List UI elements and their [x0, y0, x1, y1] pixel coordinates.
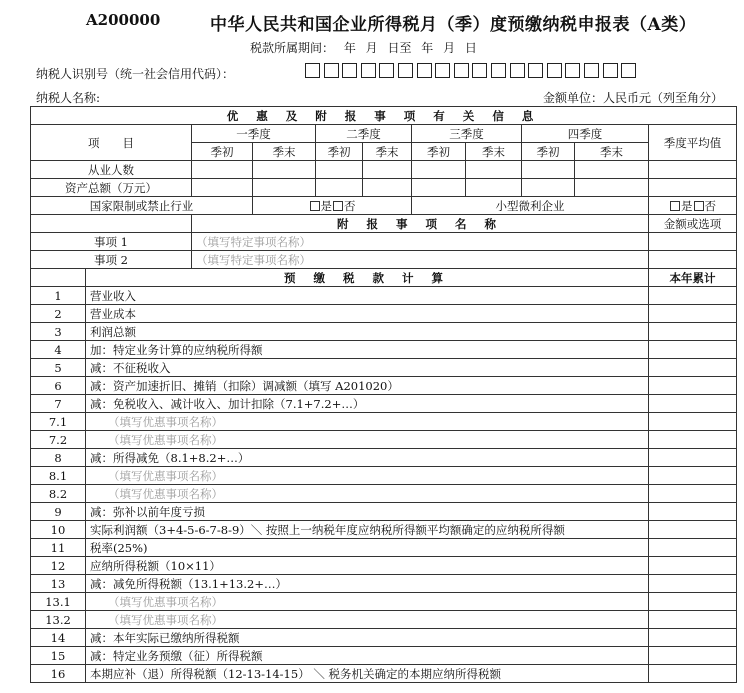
- ytd-value-cell[interactable]: [649, 665, 737, 683]
- row-label: 实际利润额（3+4-5-6-7-8-9）＼ 按照上一纳税年度应纳税所得额平均额确定的应纳税所得额: [86, 521, 649, 539]
- id-digit-box[interactable]: [510, 63, 525, 78]
- info-section-title: 优 惠 及 附 报 事 项 有 关 信 息: [31, 107, 737, 125]
- calc-row: [31, 557, 737, 575]
- ytd-value-cell[interactable]: [649, 341, 737, 359]
- checkbox-icon[interactable]: [333, 201, 343, 211]
- id-digit-box[interactable]: [361, 63, 376, 78]
- industry-row: [31, 197, 737, 215]
- ytd-header: 本年累计: [649, 269, 737, 287]
- checkbox-icon[interactable]: [670, 201, 680, 211]
- row-number: 1: [31, 287, 86, 305]
- tax-period: 税款所属期间： 年 月 日至 年 月 日: [250, 41, 477, 55]
- calc-row: [31, 413, 737, 431]
- taxpayer-id-boxes[interactable]: [305, 63, 640, 78]
- ytd-value-cell[interactable]: [649, 575, 737, 593]
- ytd-value-cell[interactable]: [649, 431, 737, 449]
- row-number: 8: [31, 449, 86, 467]
- report-item-label: 事项 1: [31, 233, 192, 251]
- calc-row: [31, 341, 737, 359]
- calc-row: [31, 377, 737, 395]
- input-cell[interactable]: [363, 179, 412, 197]
- input-cell[interactable]: [412, 161, 466, 179]
- ytd-value-cell[interactable]: [649, 557, 737, 575]
- preference-item-name[interactable]: （填写优惠事项名称）: [86, 485, 649, 503]
- row-number: 8.1: [31, 467, 86, 485]
- row-label: 减：弥补以前年度亏损: [86, 503, 649, 521]
- preference-item-name[interactable]: （填写优惠事项名称）: [86, 413, 649, 431]
- ytd-value-cell[interactable]: [649, 377, 737, 395]
- id-digit-box[interactable]: [603, 63, 618, 78]
- ytd-value-cell[interactable]: [649, 413, 737, 431]
- row-number: 14: [31, 629, 86, 647]
- amount-header: 金额或选项: [649, 215, 737, 233]
- id-digit-box[interactable]: [528, 63, 543, 78]
- preference-item-name[interactable]: （填写优惠事项名称）: [86, 431, 649, 449]
- row-label: 减：本年实际已缴纳所得税额: [86, 629, 649, 647]
- calc-section-title: 预 缴 税 款 计 算: [86, 269, 649, 287]
- input-cell[interactable]: [192, 161, 253, 179]
- checkbox-icon[interactable]: [694, 201, 704, 211]
- small-micro-label: 小型微利企业: [412, 197, 649, 215]
- report-item-label: 事项 2: [31, 251, 192, 269]
- input-cell[interactable]: [575, 179, 649, 197]
- input-cell[interactable]: [253, 161, 316, 179]
- restricted-industry-choice[interactable]: [253, 197, 412, 215]
- row-number: 10: [31, 521, 86, 539]
- ytd-value-cell[interactable]: [649, 359, 737, 377]
- yes-label: 是: [681, 198, 693, 213]
- calc-row: [31, 629, 737, 647]
- row-label: 减：资产加速折旧、摊销（扣除）调减额（填写 A201020）: [86, 377, 649, 395]
- row-label: 减：减免所得税额（13.1+13.2+…）: [86, 575, 649, 593]
- total-assets-row: [31, 179, 737, 197]
- blank-cell: [31, 269, 86, 287]
- calc-row: [31, 539, 737, 557]
- id-digit-box[interactable]: [305, 63, 320, 78]
- row-number: 15: [31, 647, 86, 665]
- id-digit-box[interactable]: [472, 63, 487, 78]
- item-header: 项 目: [31, 125, 192, 161]
- input-cell[interactable]: [522, 161, 575, 179]
- declaration-table: [30, 106, 737, 683]
- ytd-value-cell[interactable]: [649, 611, 737, 629]
- id-digit-box[interactable]: [324, 63, 339, 78]
- row-label: 税率(25%): [86, 539, 649, 557]
- row-number: 7: [31, 395, 86, 413]
- calc-row: [31, 575, 737, 593]
- q1-end-header: 季末: [253, 143, 316, 161]
- employees-label: 从业人数: [31, 161, 192, 179]
- yes-label: 是: [320, 198, 332, 213]
- calc-row: [31, 359, 737, 377]
- calc-row: [31, 647, 737, 665]
- checkbox-icon[interactable]: [310, 201, 320, 211]
- input-cell[interactable]: [649, 161, 737, 179]
- currency-unit: 金额单位：人民币元（列至角分）: [543, 91, 724, 105]
- report-item-row: [31, 233, 737, 251]
- input-cell[interactable]: [412, 179, 466, 197]
- quarter-4-header: 四季度: [522, 125, 649, 143]
- id-digit-box[interactable]: [547, 63, 562, 78]
- taxpayer-id-label: 纳税人识别号（统一社会信用代码）：: [36, 67, 235, 81]
- id-digit-box[interactable]: [417, 63, 432, 78]
- calc-row: [31, 323, 737, 341]
- restricted-industry-label: 国家限制或禁止行业: [31, 197, 253, 215]
- small-micro-choice[interactable]: [649, 197, 737, 215]
- id-digit-box[interactable]: [491, 63, 506, 78]
- ytd-value-cell[interactable]: [649, 395, 737, 413]
- q4-end-header: 季末: [575, 143, 649, 161]
- input-cell[interactable]: [192, 179, 253, 197]
- ytd-value-cell[interactable]: [649, 287, 737, 305]
- quarter-1-header: 一季度: [192, 125, 316, 143]
- row-label: 减：不征税收入: [86, 359, 649, 377]
- id-digit-box[interactable]: [398, 63, 413, 78]
- row-number: 9: [31, 503, 86, 521]
- id-digit-box[interactable]: [379, 63, 394, 78]
- calc-row: [31, 431, 737, 449]
- calc-row: [31, 593, 737, 611]
- input-cell[interactable]: [466, 161, 522, 179]
- row-label: 减：所得减免（8.1+8.2+…）: [86, 449, 649, 467]
- input-cell[interactable]: [649, 233, 737, 251]
- q2-start-header: 季初: [316, 143, 363, 161]
- calc-row: [31, 395, 737, 413]
- q3-end-header: 季末: [466, 143, 522, 161]
- report-item-row: [31, 251, 737, 269]
- input-cell[interactable]: [363, 161, 412, 179]
- blank-cell: [31, 215, 192, 233]
- row-number: 13.1: [31, 593, 86, 611]
- q2-end-header: 季末: [363, 143, 412, 161]
- row-number: 13: [31, 575, 86, 593]
- quarter-2-header: 二季度: [316, 125, 412, 143]
- taxpayer-name-label: 纳税人名称:: [36, 91, 101, 105]
- id-digit-box[interactable]: [565, 63, 580, 78]
- report-item-name[interactable]: （填写特定事项名称）: [192, 233, 649, 251]
- row-number: 12: [31, 557, 86, 575]
- ytd-value-cell[interactable]: [649, 305, 737, 323]
- row-label: 利润总额: [86, 323, 649, 341]
- row-number: 3: [31, 323, 86, 341]
- preference-item-name[interactable]: （填写优惠事项名称）: [86, 467, 649, 485]
- row-number: 13.2: [31, 611, 86, 629]
- row-label: 营业成本: [86, 305, 649, 323]
- q4-start-header: 季初: [522, 143, 575, 161]
- id-digit-box[interactable]: [454, 63, 469, 78]
- input-cell[interactable]: [316, 179, 363, 197]
- form-title: 中华人民共和国企业所得税月（季）度预缴纳税申报表（A类）: [210, 15, 697, 35]
- row-number: 2: [31, 305, 86, 323]
- row-number: 16: [31, 665, 86, 683]
- calc-row: [31, 287, 737, 305]
- calc-row: [31, 467, 737, 485]
- total-assets-label: 资产总额（万元）: [31, 179, 192, 197]
- id-digit-box[interactable]: [621, 63, 636, 78]
- calc-row: [31, 503, 737, 521]
- row-label: 本期应补（退）所得税额（12-13-14-15） ＼ 税务机关确定的本期应纳所得税额: [86, 665, 649, 683]
- input-cell[interactable]: [575, 161, 649, 179]
- q1-start-header: 季初: [192, 143, 253, 161]
- q3-start-header: 季初: [412, 143, 466, 161]
- row-number: 7.2: [31, 431, 86, 449]
- ytd-value-cell[interactable]: [649, 467, 737, 485]
- row-number: 5: [31, 359, 86, 377]
- employees-row: [31, 161, 737, 179]
- ytd-value-cell[interactable]: [649, 593, 737, 611]
- row-number: 7.1: [31, 413, 86, 431]
- quarter-average-header: 季度平均值: [649, 125, 737, 161]
- row-label: 应纳所得税额（10×11）: [86, 557, 649, 575]
- input-cell[interactable]: [466, 179, 522, 197]
- row-label: 加：特定业务计算的应纳税所得额: [86, 341, 649, 359]
- ytd-value-cell[interactable]: [649, 503, 737, 521]
- input-cell[interactable]: [316, 161, 363, 179]
- ytd-value-cell[interactable]: [649, 629, 737, 647]
- row-label: 减：免税收入、减计收入、加计扣除（7.1+7.2+…）: [86, 395, 649, 413]
- id-digit-box[interactable]: [435, 63, 450, 78]
- calc-row: [31, 665, 737, 683]
- calc-row: [31, 521, 737, 539]
- report-item-name[interactable]: （填写特定事项名称）: [192, 251, 649, 269]
- no-label: 否: [344, 198, 356, 213]
- input-cell[interactable]: [522, 179, 575, 197]
- ytd-value-cell[interactable]: [649, 521, 737, 539]
- quarter-3-header: 三季度: [412, 125, 522, 143]
- row-label: 营业收入: [86, 287, 649, 305]
- ytd-value-cell[interactable]: [649, 485, 737, 503]
- id-digit-box[interactable]: [342, 63, 357, 78]
- row-label: 减：特定业务预缴（征）所得税额: [86, 647, 649, 665]
- preference-item-name[interactable]: （填写优惠事项名称）: [86, 593, 649, 611]
- row-number: 4: [31, 341, 86, 359]
- row-number: 8.2: [31, 485, 86, 503]
- no-label: 否: [704, 198, 717, 213]
- calc-row: [31, 485, 737, 503]
- input-cell[interactable]: [253, 179, 316, 197]
- ytd-value-cell[interactable]: [649, 449, 737, 467]
- input-cell[interactable]: [649, 179, 737, 197]
- input-cell[interactable]: [649, 251, 737, 269]
- calc-row: [31, 449, 737, 467]
- calc-row: [31, 305, 737, 323]
- report-items-title: 附 报 事 项 名 称: [192, 215, 649, 233]
- row-number: 6: [31, 377, 86, 395]
- ytd-value-cell[interactable]: [649, 647, 737, 665]
- calc-row: [31, 611, 737, 629]
- id-digit-box[interactable]: [584, 63, 599, 78]
- row-number: 11: [31, 539, 86, 557]
- preference-item-name[interactable]: （填写优惠事项名称）: [86, 611, 649, 629]
- ytd-value-cell[interactable]: [649, 323, 737, 341]
- ytd-value-cell[interactable]: [649, 539, 737, 557]
- form-code: A200000: [86, 11, 161, 29]
